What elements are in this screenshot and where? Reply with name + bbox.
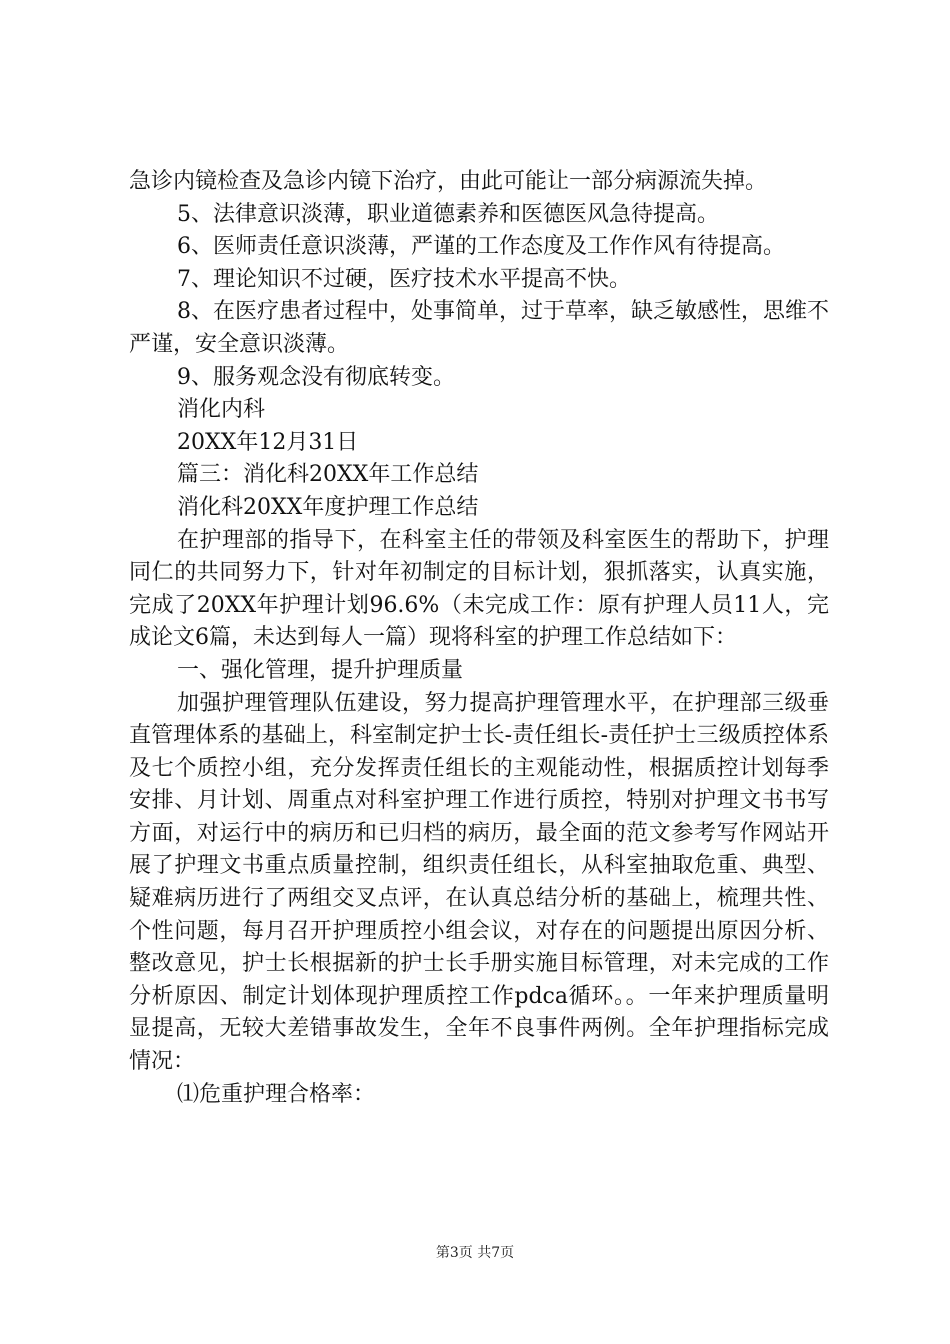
paragraph-intro: 在护理部的指导下，在科室主任的带领及科室医生的帮助下，护理同仁的共同努力下，针对年初制定的目标计划，狠抓落实，认真实施，完成了20XX年护理计划96.6%（未完成工作：原有护理人员11人，完成论文6篇，未达到每人一篇）现将科室的护理工作总结如下： <box>129 527 829 651</box>
document-date: 20XX年12月31日 <box>177 429 359 455</box>
paragraph-management: 加强护理管理队伍建设，努力提高护理管理水平，在护理部三级垂直管理体系的基础上，科室制定护士长-责任组长-责任护士三级质控体系及七个质控小组，充分发挥责任组长的主观能动性，根据质控计划每季安排、月计划、周重点对科室护理工作进行质控，特别对护理文书书写方面，对运行中的病历和已归档的病历，最全面的范文参考写作网站开展了护理文书重点质量控制，组织责任组长，从科室抽取危重、典型、疑难病历进行了两组交叉点评，在认真总结分析的基础上，梳理共性、个性问题，每月召开护理质控小组会议，对存在的问题提出原因分析、整改意见，护士长根据新的护士长手册实施目标管理，对未完成的工作分析原因、制定计划体现护理质控工作pdca循环。。一年来护理质量明显提高，无较大差错事故发生，全年不良事件两例。全年护理指标完成情况： <box>129 690 829 1075</box>
paragraph-4: 7、理论知识不过硬，医疗技术水平提高不快。 <box>177 266 631 292</box>
page-footer: 第3页 共7页 <box>435 1245 515 1261</box>
department-name: 消化内科 <box>177 397 266 423</box>
section-heading: 一、强化管理，提升护理质量 <box>177 657 464 683</box>
paragraph-3: 6、医师责任意识淡薄，严谨的工作态度及工作作风有待提高。 <box>177 234 785 260</box>
paragraph-1: 急诊内镜检查及急诊内镜下治疗，由此可能让一部分病源流失掉。 <box>129 169 768 194</box>
paragraph-6: 9、服务观念没有彻底转变。 <box>177 364 455 390</box>
paragraph-5: 8、在医疗患者过程中，处事简单，过于草率，缺乏敏感性，思维不严谨，安全意识淡薄。 <box>129 299 829 357</box>
document-subtitle: 消化科20XX年度护理工作总结 <box>177 494 479 520</box>
document-body <box>129 166 829 1111</box>
paragraph-2: 5、法律意识淡薄，职业道德素养和医德医风急待提高。 <box>177 201 719 227</box>
section-title: 篇三：消化科20XX年工作总结 <box>177 462 479 488</box>
list-item-critical-care: ⑴危重护理合格率： <box>177 1081 376 1107</box>
